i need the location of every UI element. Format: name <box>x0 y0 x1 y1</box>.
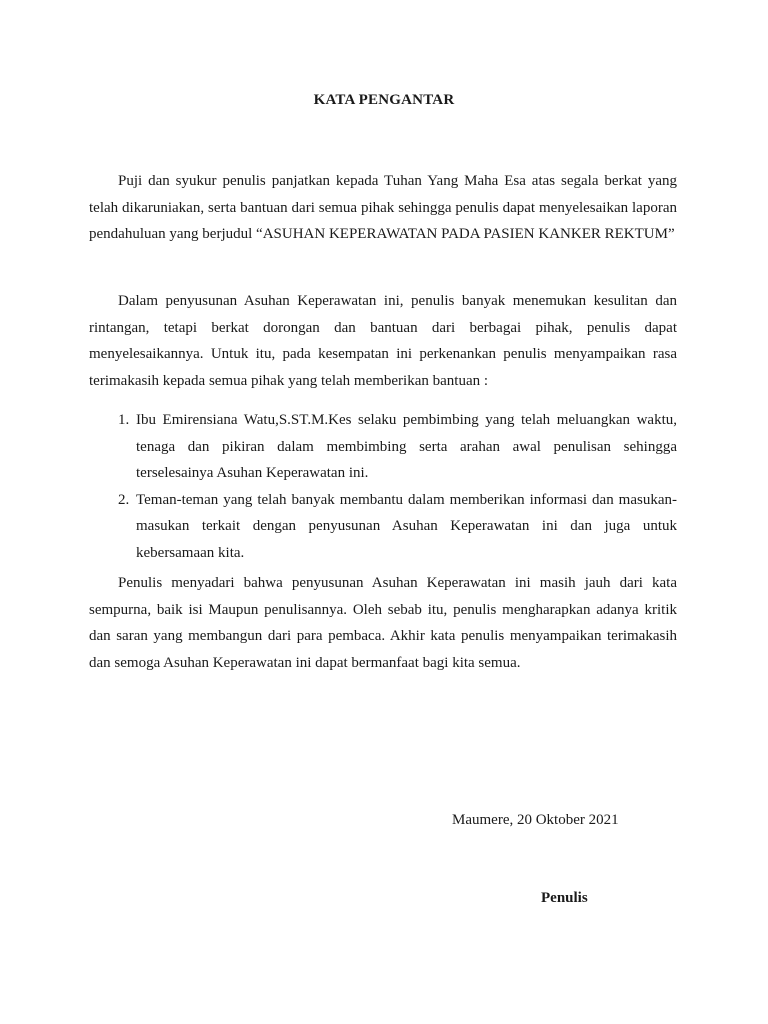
place-date: Maumere, 20 Oktober 2021 <box>452 812 619 828</box>
acknowledgement-list <box>89 407 677 566</box>
list-item <box>89 487 677 567</box>
paragraph-difficulties <box>89 288 677 394</box>
page-title: KATA PENGANTAR <box>313 92 455 108</box>
paragraph-text: Penulis menyadari bahwa penyusunan Asuhan Keperawatan ini masih jauh dari kata sempurna, baik isi Maupun penulisannya. Oleh sebab itu, penulis mengharapkan adanya kritik dan saran yang membangun dari para pembaca. Akhir kata penulis menyampaikan terimakasih dan semoga Asuhan Keperawatan ini dapat bermanfaat bagi kita semua. <box>89 575 677 671</box>
paragraph-text: Dalam penyusunan Asuhan Keperawatan ini, penulis banyak menemukan kesulitan dan rintangan, tetapi berkat dorongan dan bantuan dari berbagai pihak, penulis dapat menyelesaikannya. Untuk itu, pada kesempatan ini perkenankan penulis menyampaikan rasa terimakasih kepada semua pihak yang telah memberikan bantuan : <box>89 293 677 389</box>
list-number: 2. <box>118 491 130 508</box>
list-item <box>89 407 677 487</box>
paragraph-closing <box>89 570 677 676</box>
signature-label: Penulis <box>541 890 588 906</box>
list-item-text: Teman-teman yang telah banyak membantu dalam memberikan informasi dan masukan-masukan terkait dengan penyusunan Asuhan Keperawatan ini dan juga untuk kebersamaan kita. <box>136 491 677 561</box>
list-number: 1. <box>118 412 130 428</box>
paragraph-opening <box>89 168 677 248</box>
paragraph-text: Puji dan syukur penulis panjatkan kepada Tuhan Yang Maha Esa atas segala berkat yang telah dikaruniakan, serta bantuan dari semua pihak sehingga penulis dapat menyelesaikan laporan pendahuluan yang berjudul “ASUHAN KEPERAWATAN PADA PASIEN KANKER REKTUM” <box>89 173 677 242</box>
list-item-text: Ibu Emirensiana Watu,S.ST.M.Kes selaku pembimbing yang telah meluangkan waktu, tenaga dan pikiran dalam membimbing serta arahan awal penulisan sehingga terselesainya Asuhan Keperawatan ini. <box>136 412 677 481</box>
